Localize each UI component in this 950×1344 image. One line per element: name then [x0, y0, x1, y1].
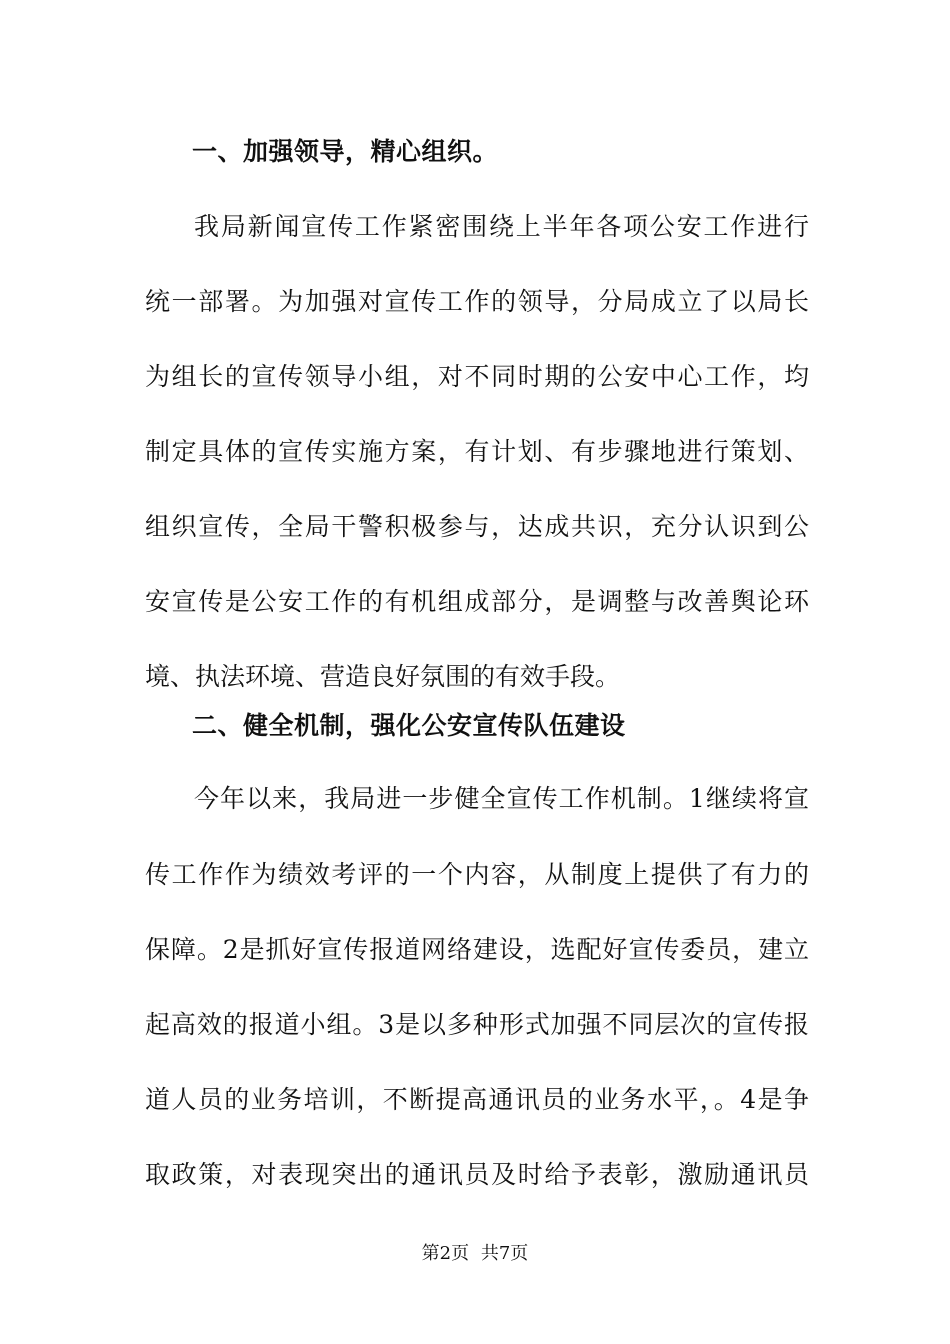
- paragraph-line: 我局新闻宣传工作紧密围绕上半年各项公安工作进行: [194, 212, 809, 241]
- paragraph-line: 起高效的报道小组。3是以多种形式加强不同层次的宣传报: [145, 1010, 809, 1039]
- paragraph-line: 安宣传是公安工作的有机组成部分，是调整与改善舆论环: [145, 587, 809, 616]
- page-footer: [0, 1242, 950, 1266]
- paragraph-line: 保障。2是抓好宣传报道网络建设，选配好宣传委员，建立: [145, 935, 809, 964]
- paragraph-line: 统一部署。为加强对宣传工作的领导，分局成立了以局长: [145, 287, 809, 316]
- paragraph-line: 传工作作为绩效考评的一个内容，从制度上提供了有力的: [145, 860, 809, 889]
- paragraph-line: 组织宣传，全局干警积极参与，达成共识，充分认识到公: [145, 512, 809, 541]
- page-total: 共7页: [480, 1243, 529, 1264]
- paragraph-line: 今年以来，我局进一步健全宣传工作机制。1继续将宣: [194, 784, 809, 813]
- paragraph-line: 为组长的宣传领导小组，对不同时期的公安中心工作，均: [145, 362, 809, 391]
- paragraph-line: 道人员的业务培训，不断提高通讯员的业务水平，。4是争: [145, 1085, 809, 1114]
- paragraph-line: 制定具体的宣传实施方案，有计划、有步骤地进行策划、: [145, 437, 809, 466]
- paragraph-line: 取政策，对表现突出的通讯员及时给予表彰，激励通讯员: [145, 1160, 809, 1189]
- page-number: 第2页: [421, 1243, 470, 1264]
- paragraph-line: 境、执法环境、营造良好氛围的有效手段。: [145, 662, 621, 691]
- section-heading-1: 一、加强领导，精心组织。: [192, 137, 499, 166]
- section-heading-2: 二、健全机制，强化公安宣传队伍建设: [192, 711, 626, 740]
